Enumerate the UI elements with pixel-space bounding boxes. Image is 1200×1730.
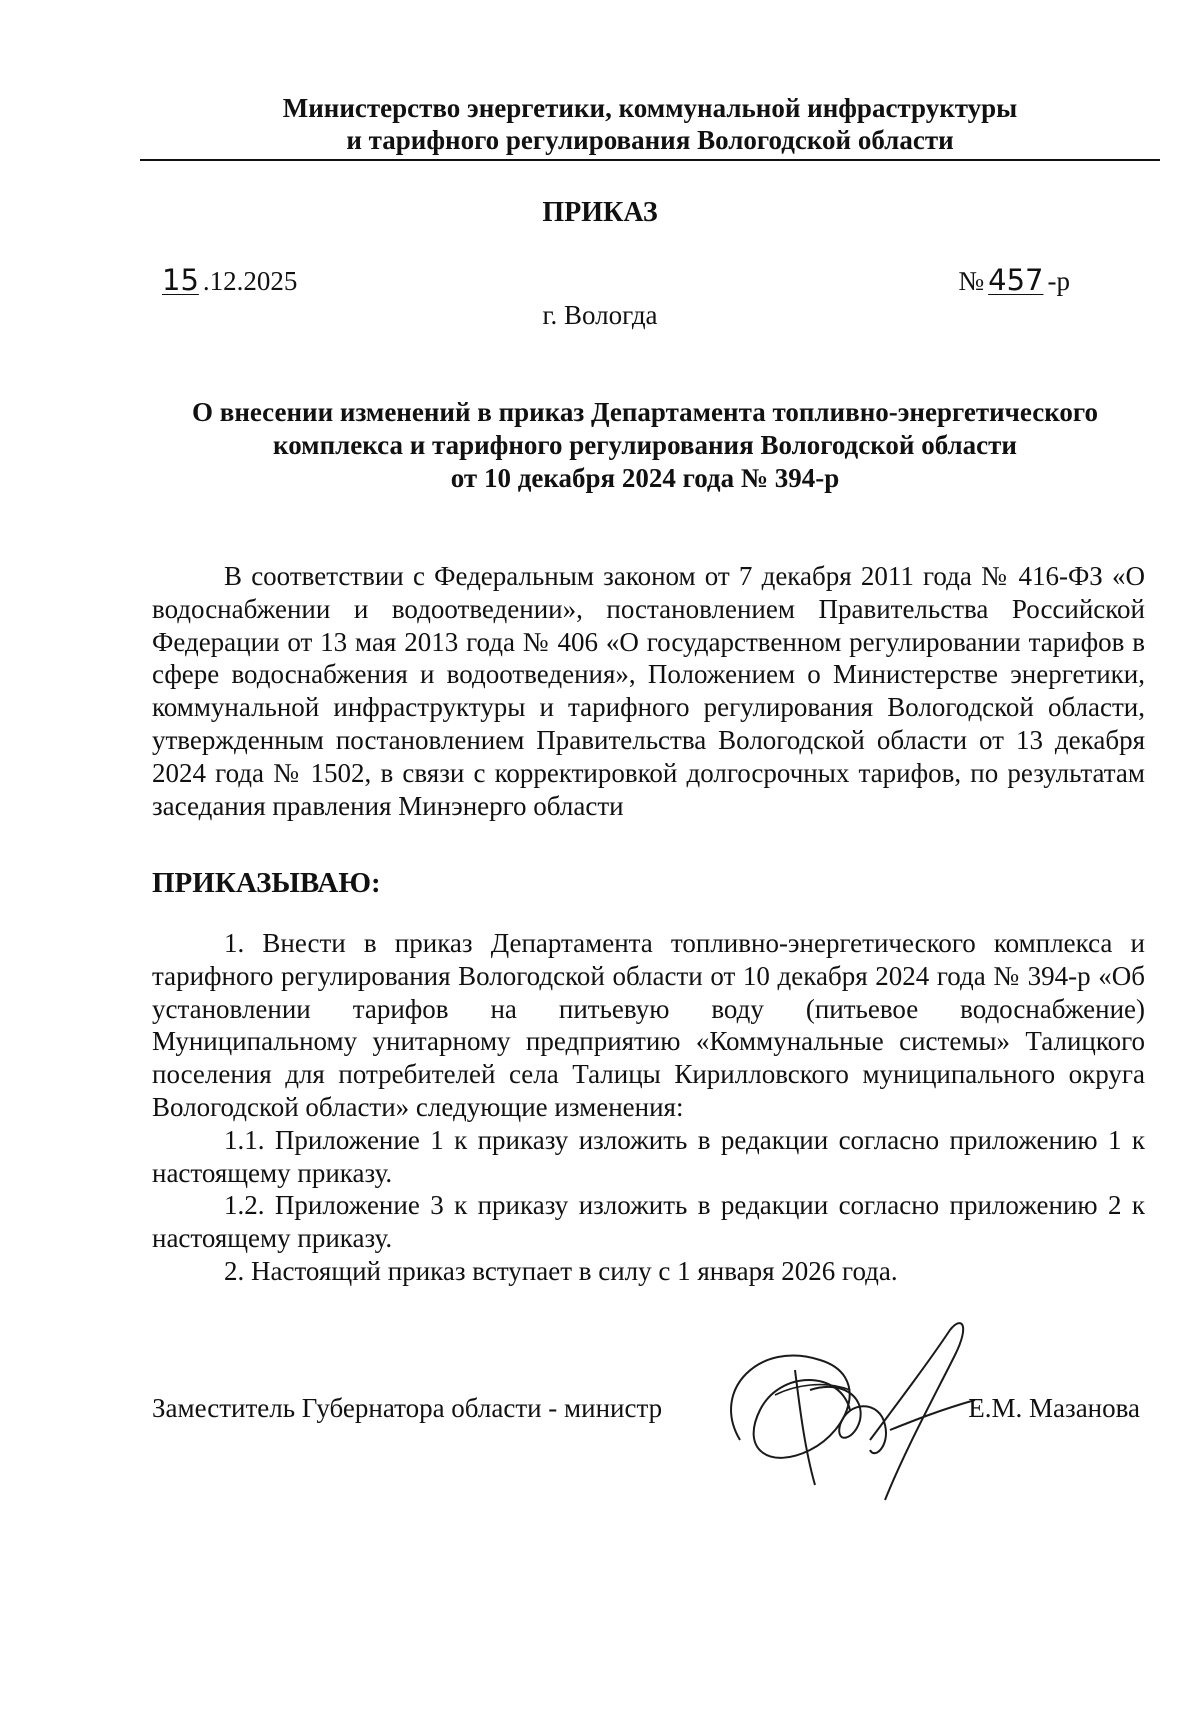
order-number (958, 263, 1070, 297)
order-number-suffix: -р (1047, 266, 1070, 296)
ministry-header-line2: и тарифного регулирования Вологодской области (346, 125, 954, 155)
handwritten-signature (700, 1300, 1000, 1530)
order-subject-line3: от 10 декабря 2024 года № 394-р (450, 463, 840, 493)
order-items (152, 927, 1145, 1288)
signatory-title: Заместитель Губернатора области - министр (152, 1393, 663, 1423)
order-item-1-1: 1.1. Приложение 1 к приказу изложить в редакции согласно приложению 1 к настоящему приказу. (152, 1124, 1145, 1188)
document-type-title: ПРИКАЗ (542, 197, 658, 228)
preamble-text: В соответствии с Федеральным законом от 7 декабря 2011 года № 416-ФЗ «О водоснабжении и водоотведении», постановлением Правительства Российской Федерации от 13 мая 2013 года № 406 «О государственном регулировании тарифов в сфере водоснабжения и водоотведения», Положением о Министерстве энергетики, коммунальной инфраструктуры и тарифного регулирования Вологодской области, утвержденным постановлением Правительства Вологодской области от 13 декабря 2024 года № 1502, в связи с корректировкой долгосрочных тарифов, по результатам заседания правления Минэнерго области (152, 561, 1145, 821)
order-number-value: 457 (988, 263, 1044, 297)
order-date-month-year: .12.2025 (202, 266, 298, 296)
order-item-2: 2. Настоящий приказ вступает в силу с 1 января 2026 года. (224, 1255, 898, 1286)
header-divider (140, 159, 1160, 161)
issue-city: г. Вологда (542, 300, 658, 330)
decree-word: ПРИКАЗЫВАЮ: (152, 867, 381, 899)
order-number-prefix: № (958, 266, 985, 296)
order-subject-line1: О внесении изменений в приказ Департамента топливно-энергетического (191, 397, 1098, 427)
order-subject-line2: комплекса и тарифного регулирования Вологодской области (273, 430, 1017, 460)
ministry-header-line1: Министерство энергетики, коммунальной инфраструктуры (282, 93, 1018, 123)
order-item-1: 1. Внести в приказ Департамента топливно-энергетического комплекса и тарифного регулирования Вологодской области от 10 декабря 2024 года № 394-р «Об установлении тарифов на питьевую воду (питьевое водоснабжение) Муниципальному унитарному предприятию «Коммунальные системы» Талицкого поселения для потребителей села Талицы Кирилловского муниципального округа Вологодской области» следующие изменения: (152, 928, 1145, 1122)
order-date-day: 15 (162, 263, 199, 297)
signatory-name: Е.М. Мазанова (968, 1393, 1140, 1423)
preamble-paragraph (152, 560, 1145, 822)
order-subject (150, 396, 1140, 495)
order-date (158, 263, 297, 297)
ministry-header (140, 92, 1160, 156)
order-item-1-2: 1.2. Приложение 3 к приказу изложить в редакции согласно приложению 2 к настоящему приказу. (152, 1190, 1145, 1254)
